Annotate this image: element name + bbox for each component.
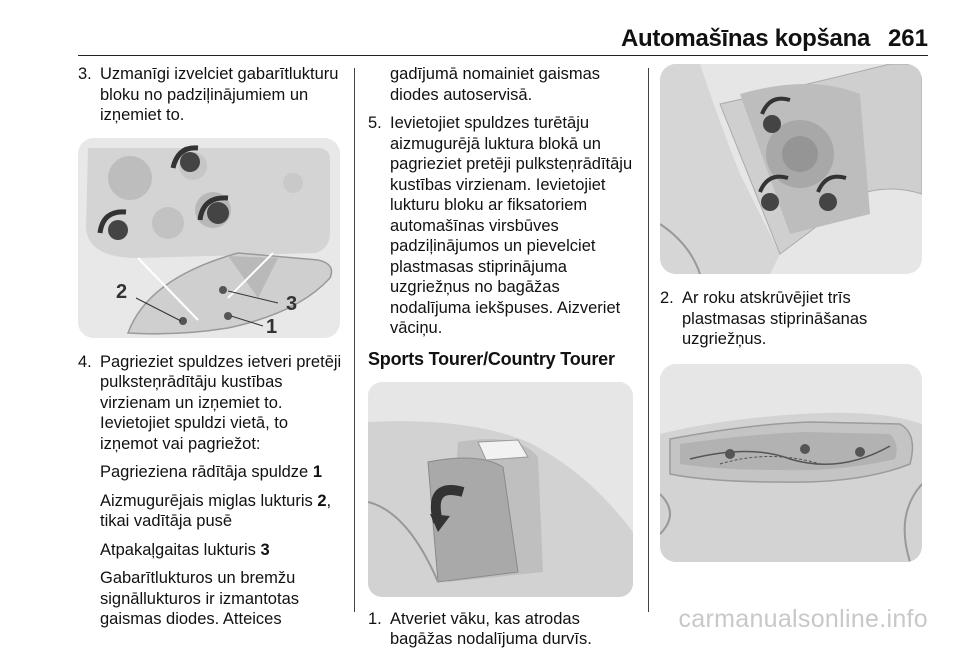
- step-text: Ievietojiet spuldzes turētāju aizmugurējā luktura blokā un pagrieziet pretēji pulksteņrādītāju kustības virzienam. Ievietojiet lukturu bloku ar fiksatoriem automašīnas virsbūves padziļinājumos un pievelciet plastmasas stiprinājuma uzgriežņus no bagāžas nodalījuma iekšpuses. Aizveriet vāciņu.: [390, 114, 633, 337]
- section-heading: Sports Tourer/Country Tourer: [368, 348, 615, 369]
- column-2: [368, 64, 638, 650]
- bulb-item-number: 1: [312, 463, 322, 481]
- tail-light-bulb-figure: [78, 138, 340, 338]
- bulb-item-text: Aizmugurējais miglas lukturis: [100, 491, 318, 510]
- column-3: [660, 64, 930, 562]
- step-1: [368, 609, 638, 650]
- bulb-item-text: Pagrieziena rādītāja spuldze: [100, 463, 313, 481]
- column-divider-2: [648, 68, 649, 612]
- step-number: 4.: [78, 352, 92, 371]
- tailgate-illustration: [368, 382, 633, 597]
- step-2: [660, 288, 930, 350]
- figure-label-1: 1: [266, 315, 278, 338]
- plastic-nuts-figure: [660, 64, 922, 274]
- figure-label-3: 3: [286, 292, 298, 315]
- step-number: 3.: [78, 65, 92, 83]
- bulb-item-text: Atpakaļgaitas lukturis: [100, 540, 261, 559]
- header-title: Automašīnas kopšana: [620, 25, 870, 52]
- plastic-nuts-illustration: [660, 64, 922, 274]
- page-number: 261: [887, 25, 928, 52]
- bulb-item-3: [78, 540, 343, 561]
- bulb-item-1: [78, 462, 343, 483]
- tailgate-cover-figure: [368, 382, 633, 597]
- tail-light-illustration: [78, 138, 340, 338]
- tail-light-unit-figure: [660, 364, 922, 562]
- column-divider-1: [354, 68, 355, 612]
- step-3: [78, 64, 343, 126]
- column-1: [78, 64, 343, 630]
- watermark: carmanualsonline.info: [678, 605, 928, 633]
- step-text: Ar roku atskrūvējiet trīs plastmasas stiprināšanas uzgriežņus.: [682, 289, 868, 348]
- step-5: [368, 113, 638, 339]
- header-rule: [78, 55, 928, 56]
- bulb-item-number: 3: [260, 540, 270, 559]
- step-4: [78, 352, 343, 455]
- tail-light-unit-illustration: [660, 364, 922, 562]
- step-text: Pagrieziet spuldzes ietveri pretēji pulksteņrādītāju kustības virzienam un izņemiet to. Ievietojiet spuldzi vietā, to izņemot vai pagriežot:: [100, 352, 342, 453]
- step-number: 2.: [660, 289, 674, 307]
- continued-text: gadījumā nomainiet gaismas diodes autoservisā.: [390, 65, 601, 104]
- step-text: Uzmanīgi izvelciet gabarītlukturu bloku no padziļinājumiem un izņemiet to.: [100, 65, 339, 124]
- step-number: 1.: [368, 609, 382, 628]
- bulb-item-suffix: , tikai vadītāja pusē: [100, 491, 332, 530]
- bulb-item-number: 2: [317, 491, 327, 510]
- led-note: Gabarītlukturos un bremžu signāllukturos ir izmantotas gaismas diodes. Atteices: [100, 569, 299, 628]
- step-text: Atveriet vāku, kas atrodas bagāžas nodalījuma durvīs.: [390, 609, 592, 648]
- figure-label-2: 2: [116, 280, 128, 303]
- bulb-item-2: [78, 491, 343, 532]
- step-number: 5.: [368, 114, 382, 132]
